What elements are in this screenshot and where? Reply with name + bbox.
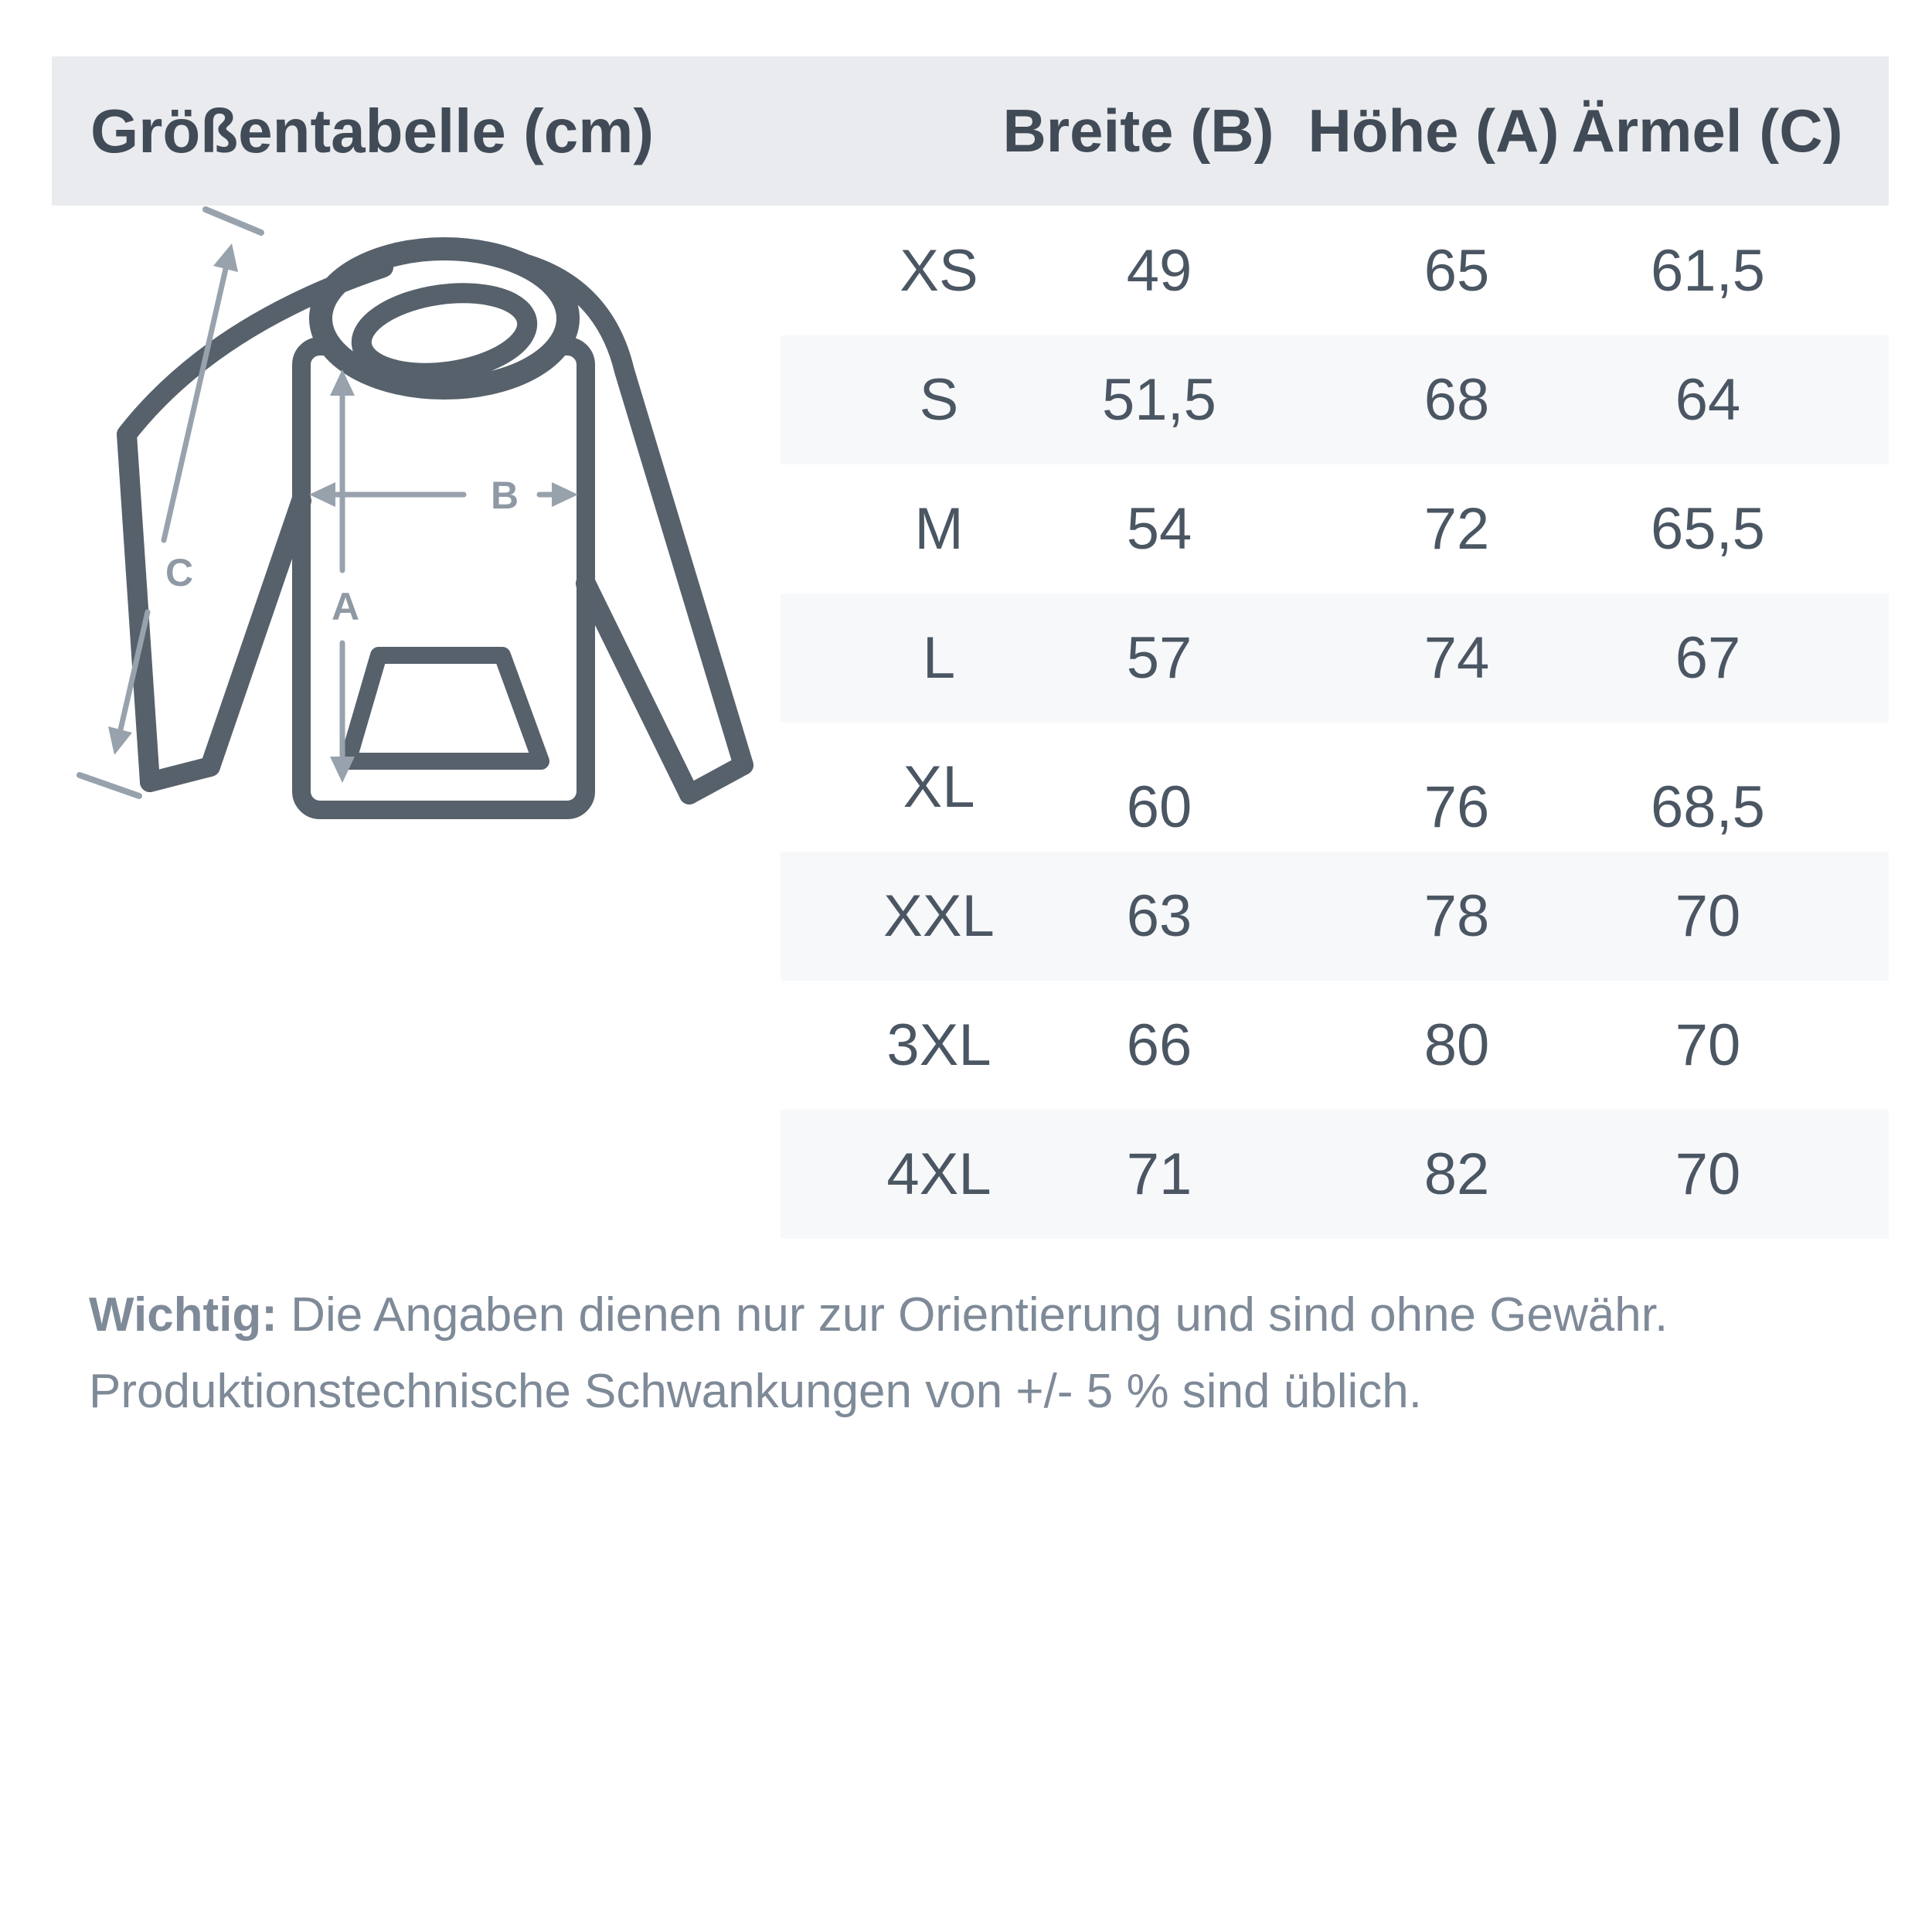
table-row	[781, 723, 1889, 852]
table-row	[781, 464, 1889, 594]
aermel-cell: 68,5	[1651, 774, 1765, 840]
table-row	[781, 981, 1889, 1110]
hoehe-cell: 74	[1423, 625, 1490, 691]
hoodie-measurement-diagram	[46, 193, 788, 1012]
breite-cell: 49	[1126, 238, 1192, 304]
hoehe-cell: 68	[1423, 367, 1490, 433]
disclaimer-line-1	[89, 1277, 1882, 1353]
aermel-cell: 70	[1675, 1141, 1741, 1207]
breite-cell: 71	[1126, 1141, 1192, 1207]
dimension-label-a: A	[331, 585, 360, 628]
breite-cell: 63	[1126, 883, 1192, 949]
size-cell: L	[922, 625, 956, 691]
aermel-cell: 65,5	[1651, 496, 1765, 562]
hoehe-cell: 76	[1423, 774, 1490, 840]
breite-cell: 54	[1126, 496, 1192, 562]
hoodie-pocket-outline	[348, 655, 541, 761]
aermel-cell: 64	[1675, 367, 1741, 433]
table-row	[781, 206, 1889, 335]
table-row	[781, 1110, 1889, 1239]
size-cell: M	[914, 496, 964, 562]
hoehe-cell: 65	[1423, 238, 1490, 304]
disclaimer-bold-label: Wichtig:	[89, 1288, 277, 1342]
hoehe-cell: 78	[1423, 883, 1490, 949]
table-row	[781, 852, 1889, 981]
table-header-bar	[52, 56, 1889, 206]
breite-cell: 66	[1126, 1012, 1192, 1078]
column-header-breite: Breite (B)	[1002, 97, 1274, 165]
table-row	[781, 594, 1889, 723]
aermel-cell: 67	[1675, 625, 1741, 691]
column-header-hoehe: Höhe (A)	[1308, 97, 1560, 165]
hoehe-cell: 72	[1423, 496, 1490, 562]
breite-cell: 57	[1126, 625, 1192, 691]
breite-cell: 51,5	[1102, 367, 1216, 433]
disclaimer-line-2: Produktionstechnische Schwankungen von +/- 5 % sind üblich.	[89, 1365, 1422, 1418]
size-cell: 3XL	[886, 1012, 992, 1078]
dimension-label-b: B	[490, 474, 519, 517]
aermel-cell: 70	[1675, 1012, 1741, 1078]
disclaimer-text-1: Die Angaben dienen nur zur Orientierung und sind ohne Gewähr.	[277, 1288, 1668, 1342]
column-header-aermel: Ärmel (C)	[1571, 97, 1843, 165]
page-title: Größentabelle (cm)	[90, 97, 655, 165]
size-cell: S	[919, 367, 959, 433]
dimension-label-c: C	[165, 551, 194, 594]
table-row	[781, 335, 1889, 464]
hoehe-cell: 80	[1423, 1012, 1490, 1078]
aermel-cell: 61,5	[1651, 238, 1765, 304]
aermel-cell: 70	[1675, 883, 1741, 949]
size-cell: XXL	[883, 883, 995, 949]
size-cell: XL	[903, 754, 975, 820]
breite-cell: 60	[1126, 774, 1192, 840]
size-cell: XS	[900, 238, 978, 304]
disclaimer-note	[89, 1277, 1882, 1430]
hoodie-diagram-svg	[46, 193, 788, 1012]
size-cell: 4XL	[886, 1141, 992, 1207]
hoehe-cell: 82	[1423, 1141, 1490, 1207]
